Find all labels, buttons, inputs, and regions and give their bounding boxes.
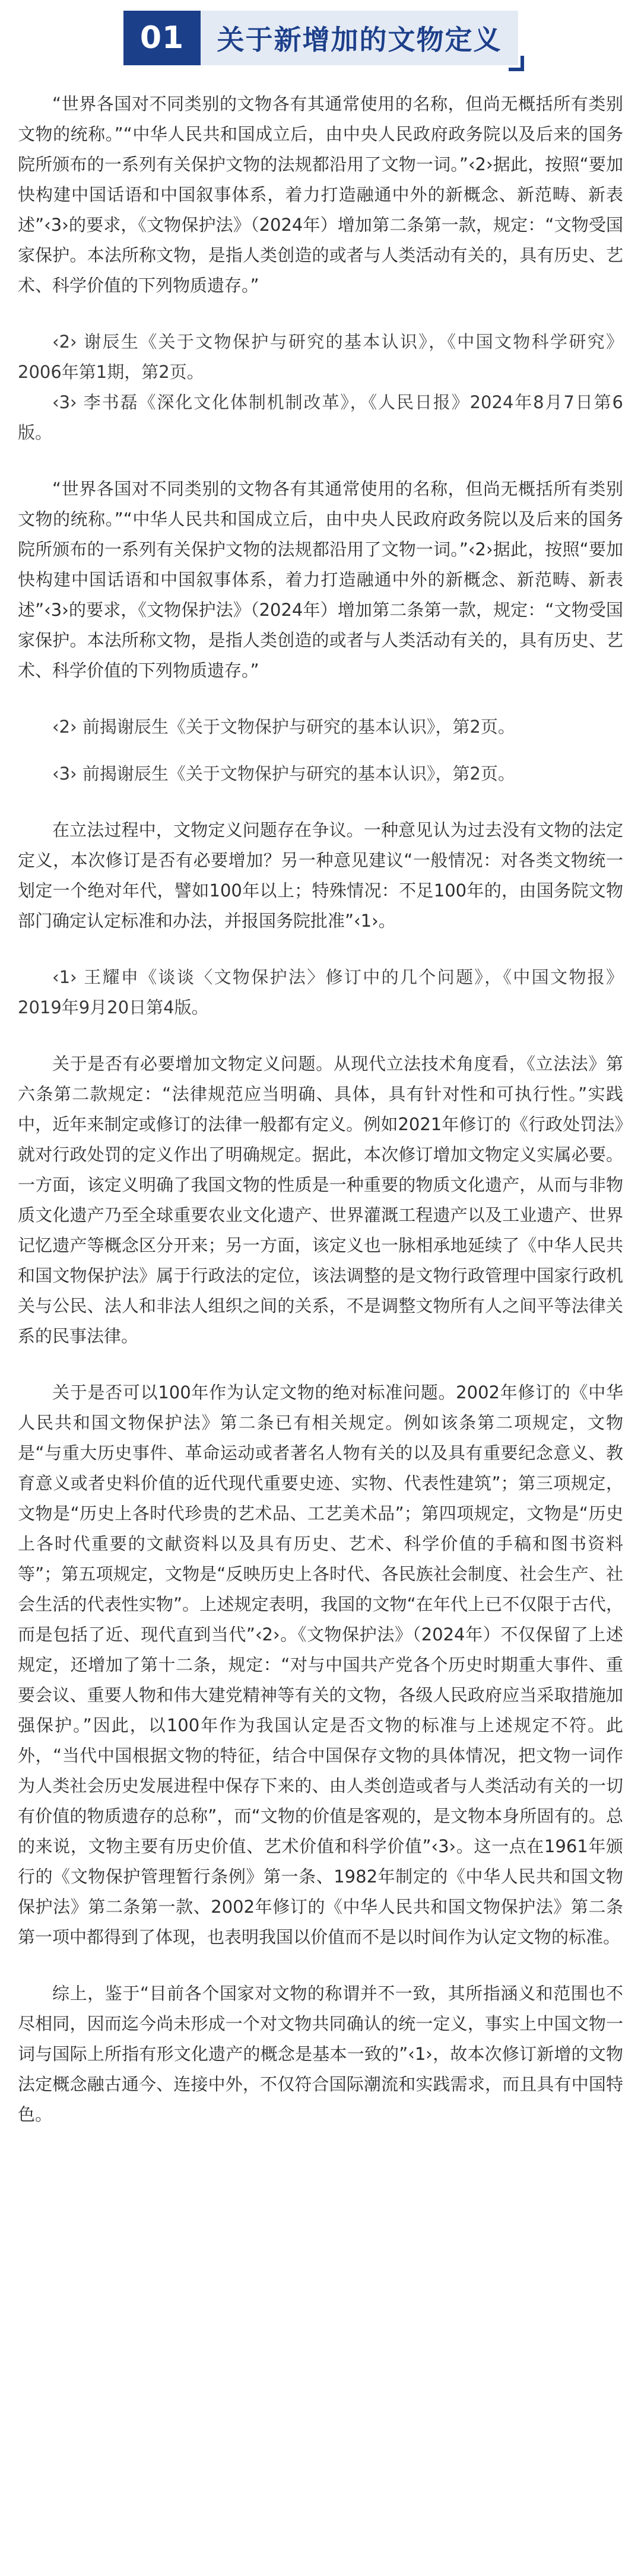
section-title: 关于新增加的文物定义 (201, 11, 518, 65)
section-header (123, 11, 518, 65)
section-number: 01 (123, 11, 201, 65)
footnote-2-repeat: ‹2› 前揭谢辰生《关于文物保护与研究的基本认识》，第2页。 (52, 717, 515, 737)
footnote-3: ‹3› 李书磊《深化文化体制机制改革》，《人民日报》2024年8月7日第6版。 (18, 392, 623, 443)
footnote-1: ‹1› 王耀申《谈谈〈文物保护法〉修订中的几个问题》，《中国文物报》2019年9月20日第4版。 (18, 967, 623, 1017)
corner-accent (509, 56, 524, 71)
paragraph-100-year-standard: 关于是否可以100年作为认定文物的绝对标准问题。2002年修订的《中华人民共和国文物保护法》第二条已有相关规定。例如该条第二项规定，文物是“与重大历史事件、革命运动或者著名人物有关的以及具有重要纪念意义、教育意义或者史料价值的近代现代重要史迹、实物、代表性建筑”；第三项规定，文物是“历史上各时代珍贵的艺术品、工艺美术品”；第四项规定，文物是“历史上各时代重要的文献资料以及具有历史、艺术、科学价值的手稿和图书资料等”；第五项规定，文物是“反映历史上各时代、各民族社会制度、社会生产、社会生活的代表性实物”。上述规定表明，我国的文物“在年代上已不仅限于古代，而是包括了近、现代直到当代”‹2›。《文物保护法》（2024年）不仅保留了上述规定，还增加了第十二条，规定：“对与中国共产党各个历史时期重大事件、重要会议、重要人物和伟大建党精神等有关的文物，各级人民政府应当采取措施加强保护。”因此，以100年作为我国认定是否文物的标准与上述规定不符。此外，“当代中国根据文物的特征，结合中国保存文物的具体情况，把文物一词作为人类社会历史发展进程中保存下来的、由人类创造或者与人类活动有关的一切有价值的物质遗存的总称”，而“文物的价值是客观的，是文物本身所固有的。总的来说，文物主要有历史价值、艺术价值和科学价值”‹3›。这一点在1961年颁行的《文物保护管理暂行条例》第一条、1982年制定的《中华人民共和国文物保护法》第二条第一款、2002年修订的《中华人民共和国文物保护法》第二条第一项中都得到了体现，也表明我国以价值而不是以时间作为认定文物的标准。 (18, 1382, 623, 1947)
footnote-3-repeat: ‹3› 前揭谢辰生《关于文物保护与研究的基本认识》，第2页。 (52, 764, 515, 784)
paragraph-conclusion: 综上，鉴于“目前各个国家对文物的称谓并不一致，其所指涵义和范围也不尽相同，因而迄今尚未形成一个对文物共同确认的统一定义，事实上中国文物一词与国际上所指有形文化遗产的概念是基本一致的”‹1›，故本次修订新增的文物法定概念融古通今、连接中外，不仅符合国际潮流和实践需求，而且具有中国特色。 (18, 1983, 623, 2125)
article-body (18, 89, 623, 2130)
footnote-2: ‹2› 谢辰生《关于文物保护与研究的基本认识》，《中国文物科学研究》2006年第1期，第2页。 (18, 332, 623, 382)
paragraph-definition: “世界各国对不同类别的文物各有其通常使用的名称，但尚无概括所有类别文物的统称。”“中华人民共和国成立后，由中央人民政府政务院以及后来的国务院所颁布的一系列有关保护文物的法规都沿用了文物一词。”‹2›据此，按照“要加快构建中国话语和中国叙事体系，着力打造融通中外的新概念、新范畴、新表述”‹3›的要求，《文物保护法》（2024年）增加第二条第一款，规定：“文物受国家保护。本法所称文物，是指人类创造的或者与人类活动有关的，具有历史、艺术、科学价值的下列物质遗存。” (18, 94, 623, 295)
paragraph-definition-repeat: “世界各国对不同类别的文物各有其通常使用的名称，但尚无概括所有类别文物的统称。”“中华人民共和国成立后，由中央人民政府政务院以及后来的国务院所颁布的一系列有关保护文物的法规都沿用了文物一词。”‹2›据此，按照“要加快构建中国话语和中国叙事体系，着力打造融通中外的新概念、新范畴、新表述”‹3›的要求，《文物保护法》（2024年）增加第二条第一款，规定：“文物受国家保护。本法所称文物，是指人类创造的或者与人类活动有关的，具有历史、艺术、科学价值的下列物质遗存。” (18, 479, 623, 680)
paragraph-necessity: 关于是否有必要增加文物定义问题。从现代立法技术角度看，《立法法》第六条第二款规定：“法律规范应当明确、具体，具有针对性和可执行性。”实践中，近年来制定或修订的法律一般都有定义。例如2021年修订的《行政处罚法》就对行政处罚的定义作出了明确规定。据此，本次修订增加文物定义实属必要。一方面，该定义明确了我国文物的性质是一种重要的物质文化遗产，从而与非物质文化遗产乃至全球重要农业文化遗产、世界灌溉工程遗产以及工业遗产、世界记忆遗产等概念区分开来；另一方面，该定义也一脉相承地延续了《中华人民共和国文物保护法》属于行政法的定位，该法调整的是文物行政管理中国家行政机关与公民、法人和非法人组织之间的关系，不是调整文物所有人之间平等法律关系的民事法律。 (18, 1054, 623, 1346)
paragraph-legislative-dispute: 在立法过程中，文物定义问题存在争议。一种意见认为过去没有文物的法定定义，本次修订是否有必要增加？另一种意见建议“一般情况：对各类文物统一划定一个绝对年代，譬如100年以上；特殊情况：不足100年的，由国务院文物部门确定认定标准和办法，并报国务院批准”‹1›。 (18, 820, 623, 931)
